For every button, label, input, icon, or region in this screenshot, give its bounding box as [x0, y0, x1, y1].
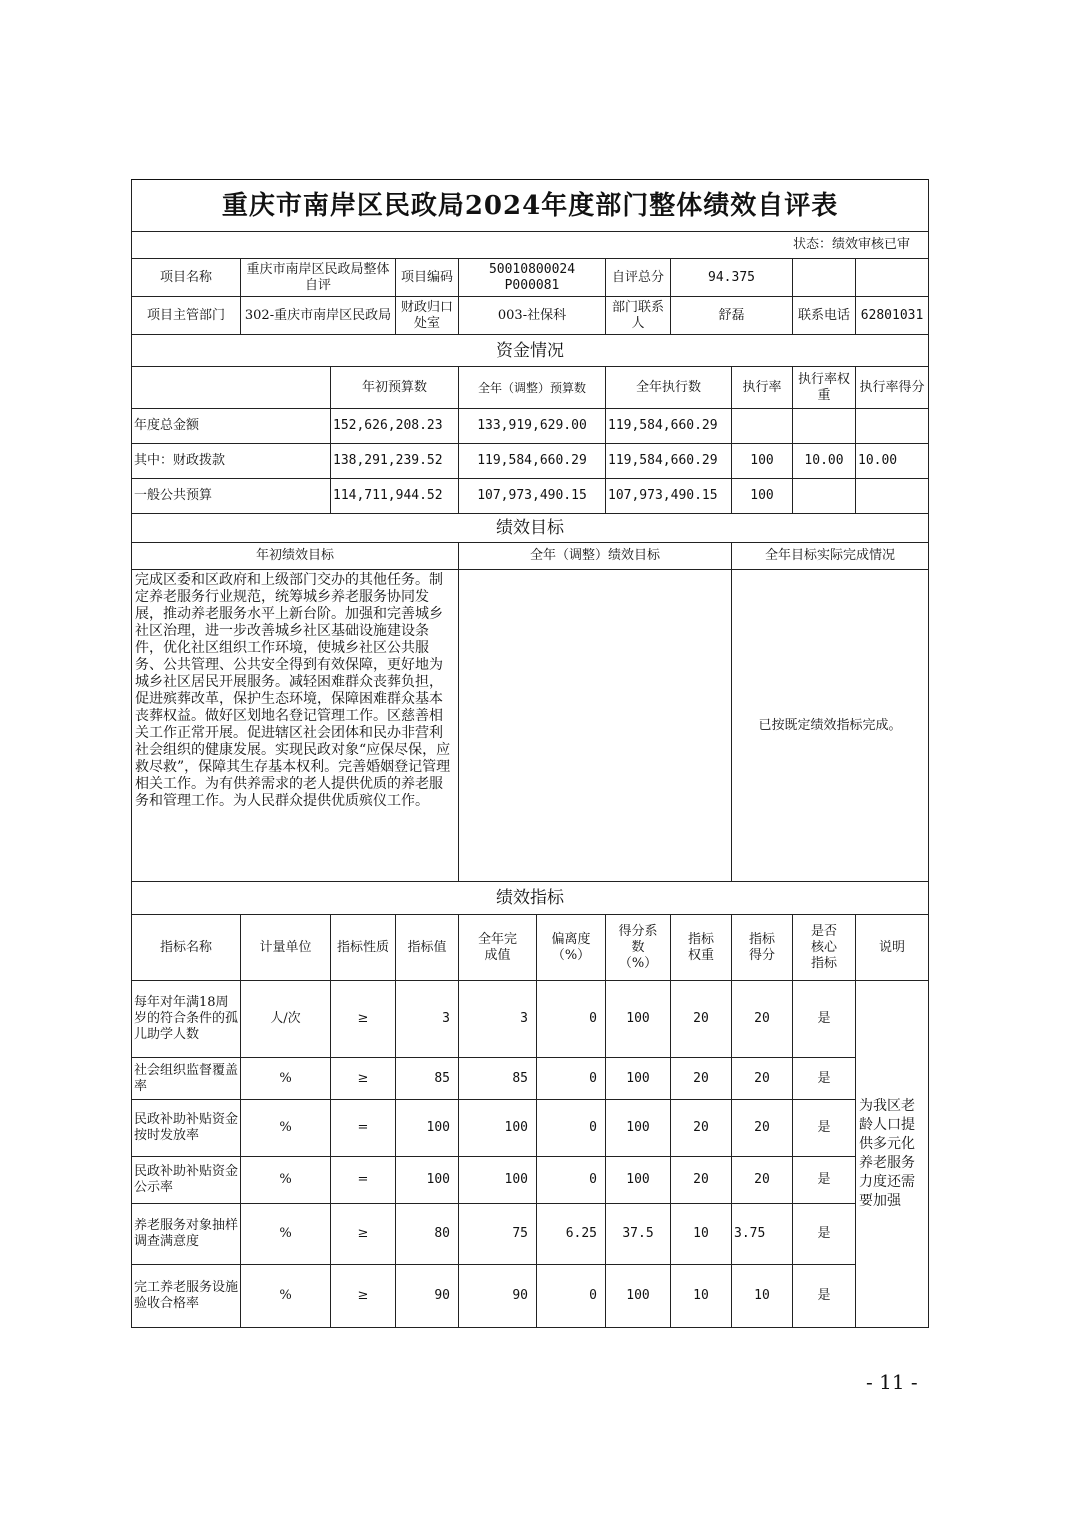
funds-header: 全年执行数 — [606, 367, 732, 409]
indicator-target: 100 — [396, 1157, 459, 1204]
funds-cell: 114,711,944.52 — [331, 479, 459, 514]
indicator-row — [132, 1100, 929, 1157]
funds-cell: 119,584,660.29 — [606, 409, 732, 444]
indicator-nature: = — [331, 1100, 396, 1157]
indicator-deviation: 0 — [537, 1265, 606, 1328]
indicator-weight: 10 — [671, 1204, 732, 1265]
indicator-header: 指标性质 — [331, 915, 396, 981]
indicator-header: 是否核心指标 — [793, 915, 856, 981]
funds-section-title: 资金情况 — [132, 335, 929, 367]
indicator-nature: ≥ — [331, 1265, 396, 1328]
form-title: 重庆市南岸区民政局2024年度部门整体绩效自评表 — [132, 180, 929, 232]
indicator-header: 偏离度（%） — [537, 915, 606, 981]
goals-header: 全年（调整）绩效目标 — [459, 543, 732, 570]
indicator-name: 社会组织监督覆盖率 — [132, 1058, 241, 1100]
page-number: - 11 - — [866, 1370, 918, 1394]
contact-label: 部门联系人 — [606, 297, 671, 335]
indicator-deviation: 0 — [537, 981, 606, 1058]
indicator-unit: % — [241, 1265, 331, 1328]
indicator-deviation: 6.25 — [537, 1204, 606, 1265]
funds-row — [132, 479, 929, 514]
self-score-label: 自评总分 — [606, 259, 671, 297]
indicator-name: 养老服务对象抽样调查满意度 — [132, 1204, 241, 1265]
dept-label: 项目主管部门 — [132, 297, 241, 335]
indicator-actual: 75 — [459, 1204, 537, 1265]
indicator-coefficient: 100 — [606, 1265, 671, 1328]
indicator-unit: % — [241, 1058, 331, 1100]
indicator-coefficient: 100 — [606, 1100, 671, 1157]
indicator-header: 指标权重 — [671, 915, 732, 981]
funds-cell — [793, 409, 856, 444]
indicator-nature: = — [331, 1157, 396, 1204]
funds-cell: 138,291,239.52 — [331, 444, 459, 479]
indicator-score: 20 — [732, 1058, 793, 1100]
indicator-target: 80 — [396, 1204, 459, 1265]
indicator-deviation: 0 — [537, 1157, 606, 1204]
funds-cell: 119,584,660.29 — [459, 444, 606, 479]
funds-cell: 10.00 — [856, 444, 929, 479]
indicator-nature: ≥ — [331, 1204, 396, 1265]
indicator-name: 每年对年满18周岁的符合条件的孤儿助学人数 — [132, 981, 241, 1058]
funds-cell — [793, 479, 856, 514]
adjusted-goal-text — [459, 570, 732, 882]
indicator-target: 3 — [396, 981, 459, 1058]
indicator-unit: % — [241, 1204, 331, 1265]
goals-header: 年初绩效目标 — [132, 543, 459, 570]
indicator-nature: ≥ — [331, 981, 396, 1058]
indicator-deviation: 0 — [537, 1058, 606, 1100]
goals-section-title: 绩效目标 — [132, 514, 929, 543]
indicator-core: 是 — [793, 981, 856, 1058]
funds-cell: 119,584,660.29 — [606, 444, 732, 479]
funds-cell: 152,626,208.23 — [331, 409, 459, 444]
project-code-label: 项目编码 — [396, 259, 459, 297]
status-text: 状态：绩效审核已审 — [132, 232, 929, 259]
indicator-score: 20 — [732, 1100, 793, 1157]
finance-office: 003-社保科 — [459, 297, 606, 335]
indicator-weight: 20 — [671, 1157, 732, 1204]
indicator-header: 指标得分 — [732, 915, 793, 981]
indicator-target: 85 — [396, 1058, 459, 1100]
empty-cell — [856, 259, 929, 297]
funds-cell: 107,973,490.15 — [459, 479, 606, 514]
indicator-header: 指标值 — [396, 915, 459, 981]
indicator-unit: % — [241, 1157, 331, 1204]
indicator-row — [132, 1058, 929, 1100]
funds-cell: 10.00 — [793, 444, 856, 479]
evaluation-form — [131, 179, 928, 1328]
indicator-row — [132, 1204, 929, 1265]
indicators-section-title: 绩效指标 — [132, 882, 929, 915]
indicator-header: 全年完成值 — [459, 915, 537, 981]
funds-header: 执行率得分 — [856, 367, 929, 409]
finance-office-label: 财政归口处室 — [396, 297, 459, 335]
funds-row — [132, 409, 929, 444]
indicator-note: 为我区老龄人口提供多元化养老服务力度还需要加强 — [856, 981, 929, 1328]
actual-completion-text: 已按既定绩效指标完成。 — [732, 570, 929, 882]
indicator-score: 10 — [732, 1265, 793, 1328]
indicator-core: 是 — [793, 1100, 856, 1157]
project-code: 50010800024 P000081 — [459, 259, 606, 297]
indicator-target: 100 — [396, 1100, 459, 1157]
indicator-row — [132, 1157, 929, 1204]
indicator-score: 20 — [732, 981, 793, 1058]
indicator-coefficient: 100 — [606, 981, 671, 1058]
indicator-score: 3.75 — [732, 1204, 793, 1265]
dept-value: 302-重庆市南岸区民政局 — [241, 297, 396, 335]
indicator-weight: 20 — [671, 981, 732, 1058]
indicator-actual: 100 — [459, 1157, 537, 1204]
indicator-core: 是 — [793, 1265, 856, 1328]
contact-person: 舒磊 — [671, 297, 793, 335]
funds-cell: 100 — [732, 444, 793, 479]
funds-header — [132, 367, 331, 409]
phone-number: 62801031 — [856, 297, 929, 335]
indicator-row — [132, 981, 929, 1058]
indicator-coefficient: 100 — [606, 1058, 671, 1100]
project-name-label: 项目名称 — [132, 259, 241, 297]
indicator-target: 90 — [396, 1265, 459, 1328]
funds-cell: 年度总金额 — [132, 409, 331, 444]
funds-header: 全年（调整）预算数 — [459, 367, 606, 409]
project-name: 重庆市南岸区民政局整体自评 — [241, 259, 396, 297]
funds-row — [132, 444, 929, 479]
indicator-weight: 20 — [671, 1058, 732, 1100]
funds-cell: 133,919,629.00 — [459, 409, 606, 444]
funds-cell: 107,973,490.15 — [606, 479, 732, 514]
indicator-header: 说明 — [856, 915, 929, 981]
indicator-coefficient: 37.5 — [606, 1204, 671, 1265]
funds-header: 执行率 — [732, 367, 793, 409]
indicator-actual: 100 — [459, 1100, 537, 1157]
phone-label: 联系电话 — [793, 297, 856, 335]
indicator-unit: 人/次 — [241, 981, 331, 1058]
indicator-core: 是 — [793, 1058, 856, 1100]
funds-header: 年初预算数 — [331, 367, 459, 409]
indicator-unit: % — [241, 1100, 331, 1157]
indicator-header: 指标名称 — [132, 915, 241, 981]
indicator-name: 民政补助补贴资金公示率 — [132, 1157, 241, 1204]
funds-cell — [856, 479, 929, 514]
indicator-core: 是 — [793, 1204, 856, 1265]
indicator-header: 得分系数（%） — [606, 915, 671, 981]
indicator-name: 民政补助补贴资金按时发放率 — [132, 1100, 241, 1157]
funds-cell: 其中：财政拨款 — [132, 444, 331, 479]
funds-cell — [732, 409, 793, 444]
indicator-coefficient: 100 — [606, 1157, 671, 1204]
empty-cell — [793, 259, 856, 297]
indicator-actual: 85 — [459, 1058, 537, 1100]
self-score: 94.375 — [671, 259, 793, 297]
funds-cell — [856, 409, 929, 444]
indicator-actual: 3 — [459, 981, 537, 1058]
indicator-header: 计量单位 — [241, 915, 331, 981]
funds-cell: 100 — [732, 479, 793, 514]
indicator-weight: 10 — [671, 1265, 732, 1328]
indicator-name: 完工养老服务设施验收合格率 — [132, 1265, 241, 1328]
indicator-actual: 90 — [459, 1265, 537, 1328]
initial-goal-text: 完成区委和区政府和上级部门交办的其他任务。制定养老服务行业规范，统筹城乡养老服务协同发展，推动养老服务水平上新台阶。加强和完善城乡社区治理，进一步改善城乡社区基础设施建设条件，优化社区组织工作环境，使城乡社区公共服务、公共管理、公共安全得到有效保障，更好地为城乡社区居民开展服务。减轻困难群众丧葬负担，促进殡葬改革，保护生态环境，保障困难群众基本丧葬权益。做好区划地名登记管理工作。区慈善相关工作正常开展。促进辖区社会团体和民办非营利社会组织的健康发展。实现民政对象“应保尽保，应救尽救”，保障其生存基本权利。完善婚姻登记管理相关工作。为有供养需求的老人提供优质的养老服务和管理工作。为人民群众提供优质殡仪工作。 — [132, 570, 459, 882]
funds-header: 执行率权重 — [793, 367, 856, 409]
indicator-nature: ≥ — [331, 1058, 396, 1100]
indicator-core: 是 — [793, 1157, 856, 1204]
indicator-row — [132, 1265, 929, 1328]
indicator-deviation: 0 — [537, 1100, 606, 1157]
evaluation-table — [131, 179, 929, 1328]
indicator-score: 20 — [732, 1157, 793, 1204]
indicator-weight: 20 — [671, 1100, 732, 1157]
goals-header: 全年目标实际完成情况 — [732, 543, 929, 570]
funds-cell: 一般公共预算 — [132, 479, 331, 514]
